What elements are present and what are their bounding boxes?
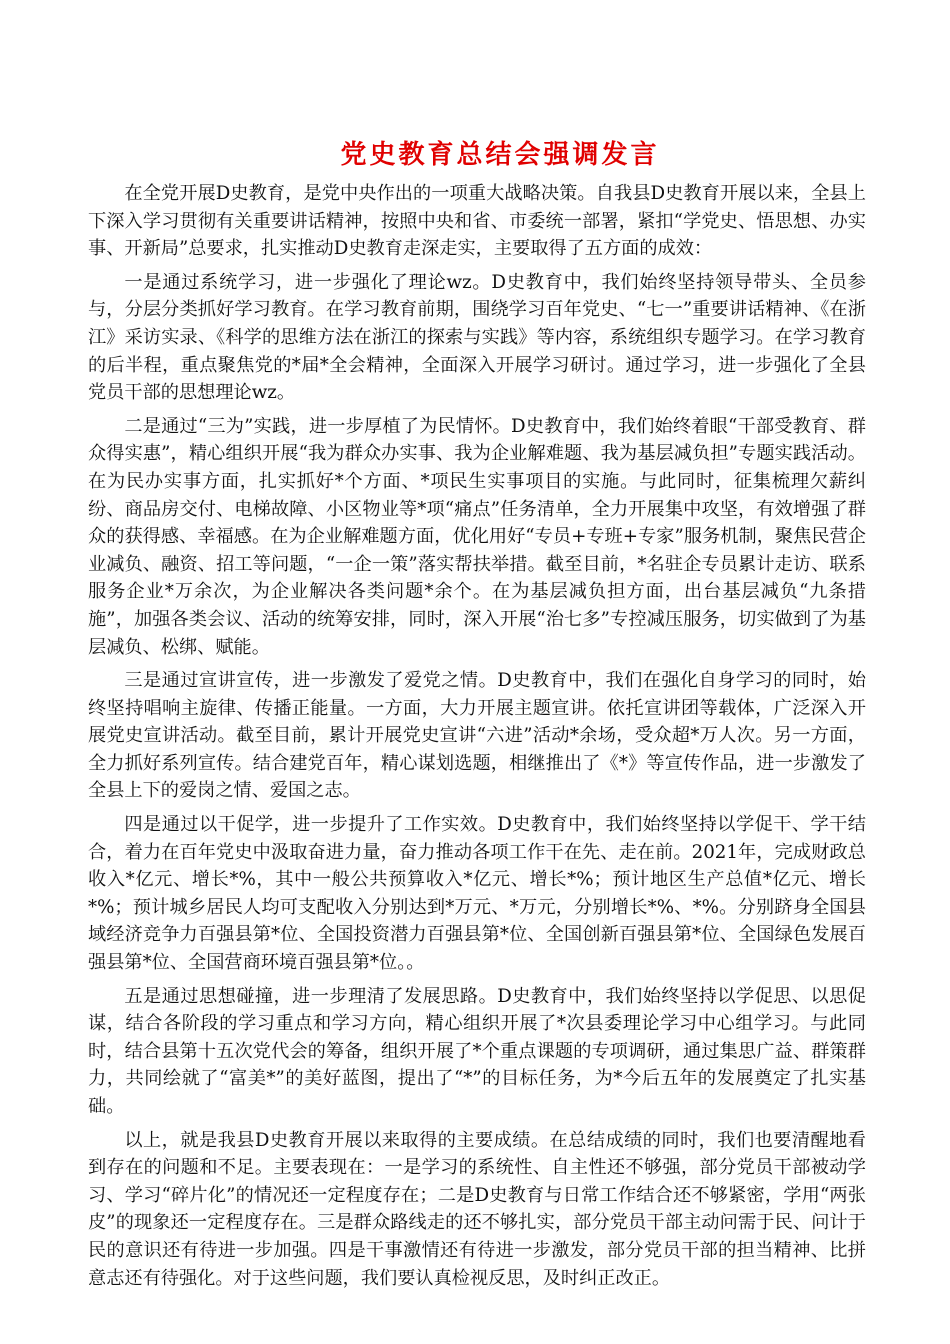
point-four-paragraph: 四是通过以干促学，进一步提升了工作实效。D史教育中，我们始终坚持以学促干、学干结合，着力在百年党史中汲取奋进力量，奋力推动各项工作干在先、走在前。2021年，完成财政总收入*亿元、增长*%，其中一般公共预算收入*亿元、增长*%；预计地区生产总值*亿元、增长*%；预计城乡居民人均可支配收入分别达到*万元、*万元，分别增长*%、*%。分别跻身全国县域经济竞争力百强县第*位、全国投资潜力百强县第*位、全国创新百强县第*位、全国绿色发展百强县第*位、全国营商环境百强县第*位。。 [88, 814, 866, 974]
document-body [88, 180, 866, 1298]
point-one-paragraph: 一是通过系统学习，进一步强化了理论wz。D史教育中，我们始终坚持领导带头、全员参与，分层分类抓好学习教育。在学习教育前期，围绕学习百年党史、“七一”重要讲话精神、《在浙江》采访实录、《科学的思维方法在浙江的探索与实践》等内容，系统组织专题学习。在学习教育的后半程，重点聚焦党的*届*全会精神，全面深入开展学习研讨。通过学习，进一步强化了全县党员干部的思想理论wz。 [88, 271, 866, 404]
summary-paragraph: 以上，就是我县D史教育开展以来取得的主要成绩。在总结成绩的同时，我们也要清醒地看到存在的问题和不足。主要表现在：一是学习的系统性、自主性还不够强，部分党员干部被动学习、学习“碎片化”的情况还一定程度存在；二是D史教育与日常工作结合还不够紧密，学用“两张皮”的现象还一定程度存在。三是群众路线走的还不够扎实，部分党员干部主动问需于民、问计于民的意识还有待进一步加强。四是干事激情还有待进一步激发，部分党员干部的担当精神、比拼意志还有待强化。对于这些问题，我们要认真检视反思，及时纠正改正。 [88, 1129, 866, 1289]
document-title: 党史教育总结会强调发言 [340, 140, 660, 170]
point-two-paragraph: 二是通过“三为”实践，进一步厚植了为民情怀。D史教育中，我们始终着眼“干部受教育、群众得实惠”，精心组织开展“我为群众办实事、我为企业解难题、我为基层减负担”专题实践活动。在为民办实事方面，扎实抓好*个方面、*项民生实事项目的实施。与此同时，征集梳理欠薪纠纷、商品房交付、电梯故障、小区物业等*项“痛点”任务清单，全力开展集中攻坚，有效增强了群众的获得感、幸福感。在为企业解难题方面，优化用好“专员+专班+专家”服务机制，聚焦民营企业减负、融资、招工等问题，“一企一策”落实帮扶举措。截至目前，*名驻企专员累计走访、联系服务企业*万余次，为企业解决各类问题*余个。在为基层减负担方面，出台基层减负“九条措施”，加强各类会议、活动的统筹安排，同时，深入开展“治七多”专控减压服务，切实做到了为基层减负、松绑、赋能。 [88, 415, 866, 658]
point-five-paragraph: 五是通过思想碰撞，进一步理清了发展思路。D史教育中，我们始终坚持以学促思、以思促谋，结合各阶段的学习重点和学习方向，精心组织开展了*次县委理论学习中心组学习。与此同时，结合县第十五次党代会的筹备，组织开展了*个重点课题的专项调研，通过集思广益、群策群力，共同绘就了“富美*”的美好蓝图，提出了“*”的目标任务，为*今后五年的发展奠定了扎实基础。 [88, 985, 866, 1117]
intro-paragraph: 在全党开展D史教育，是党中央作出的一项重大战略决策。自我县D史教育开展以来，全县上下深入学习贯彻有关重要讲话精神，按照中央和省、市委统一部署，紧扣“学党史、悟思想、办实事、开新局”总要求，扎实推动D史教育走深走实，主要取得了五方面的成效： [88, 183, 866, 260]
point-three-paragraph: 三是通过宣讲宣传，进一步激发了爱党之情。D史教育中，我们在强化自身学习的同时，始终坚持唱响主旋律、传播正能量。一方面，大力开展主题宣讲。依托宣讲团等载体，广泛深入开展党史宣讲活动。截至目前，累计开展党史宣讲“六进”活动*余场，受众超*万人次。另一方面，全力抓好系列宣传。结合建党百年，精心谋划选题，相继推出了《*》等宣传作品，进一步激发了全县上下的爱岗之情、爱国之志。 [88, 670, 866, 802]
